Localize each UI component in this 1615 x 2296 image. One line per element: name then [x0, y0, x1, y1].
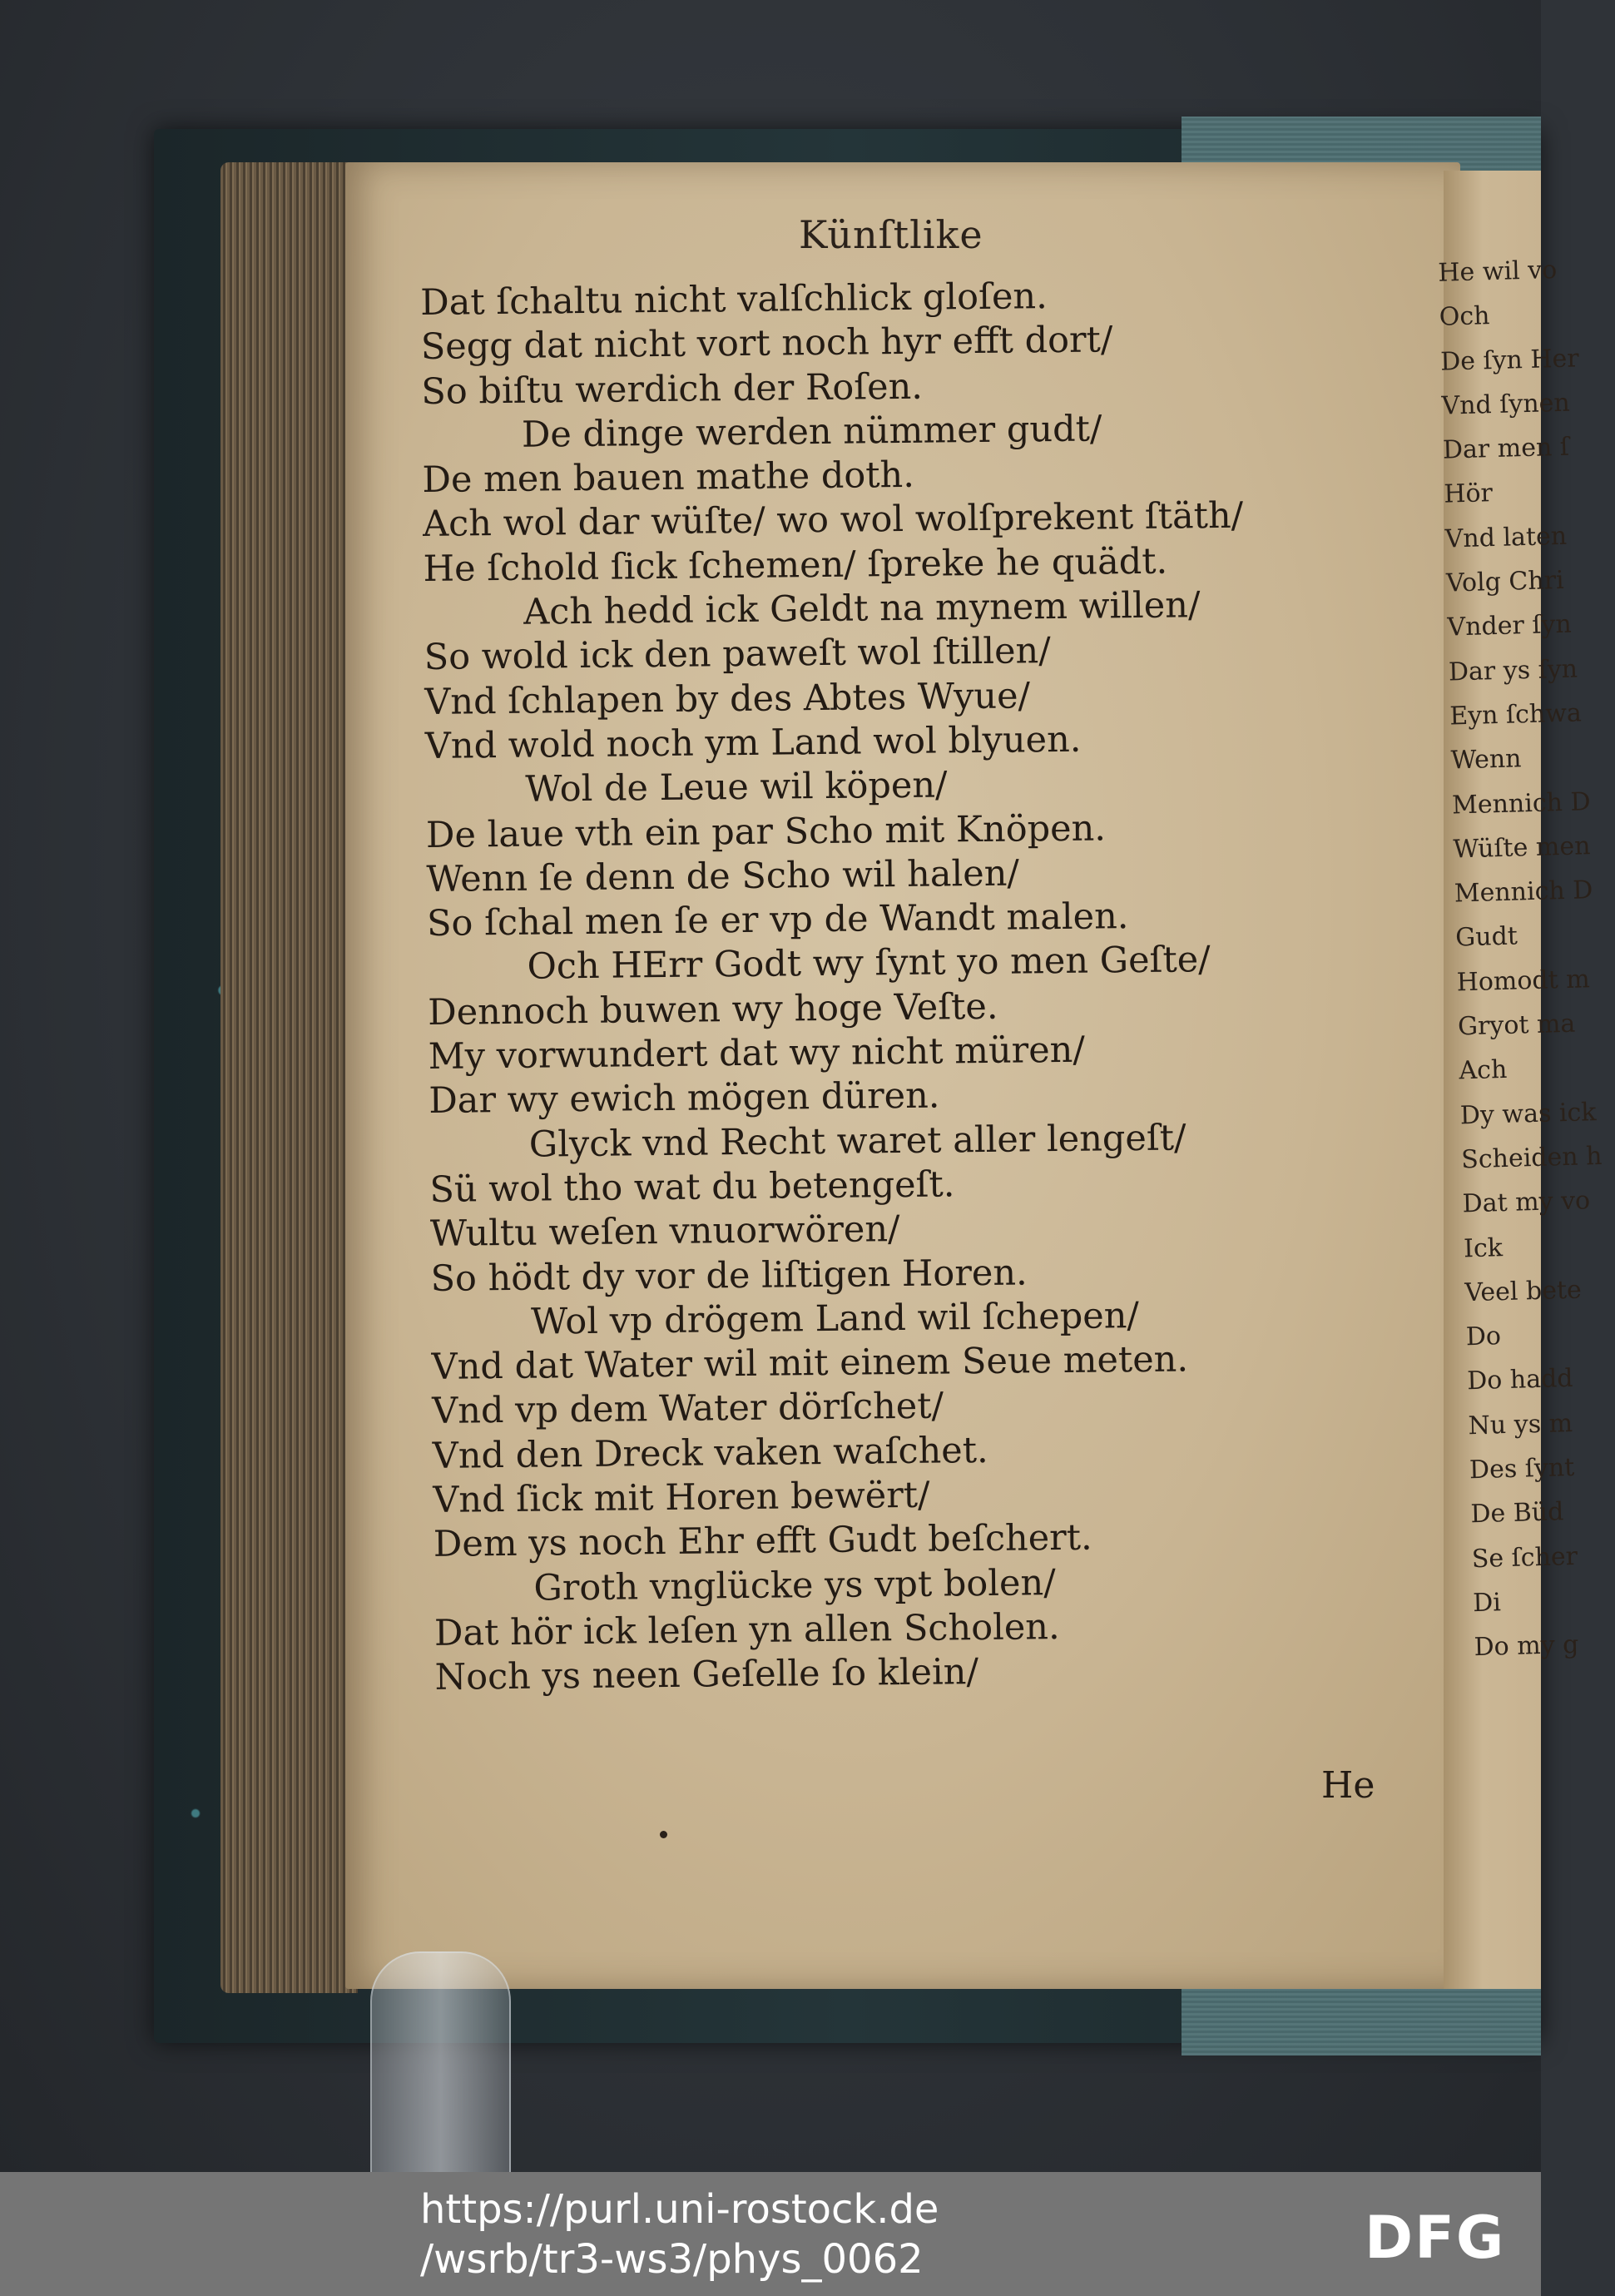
- text-line: Vnd ſchlapen by des Abtes Wyue/: [424, 675, 1031, 723]
- facing-text-line: De Büd: [1469, 1497, 1564, 1530]
- text-line: Dat hör ick leſen yn allen Scholen.: [433, 1605, 1060, 1654]
- text-line: Och HErr Godt wy ſynt yo men Geſte/: [527, 939, 1211, 989]
- facing-text-line: Eyn ſchwa: [1449, 698, 1583, 731]
- text-line: Dem ys noch Ehr efft Gudt beſchert.: [433, 1516, 1092, 1566]
- text-line: Vnd ſick mit Horen bewërt/: [433, 1474, 930, 1521]
- facing-text-line: Se ſcher: [1471, 1541, 1578, 1574]
- facing-text-line: Och: [1439, 301, 1490, 332]
- text-line: Segg dat nicht vort noch hyr efft dort/: [420, 319, 1113, 369]
- facing-text-line: Di: [1472, 1588, 1502, 1619]
- catchword: He: [1321, 1764, 1375, 1807]
- permalink-line-2: /wsrb/tr3-ws3/phys_0062: [420, 2236, 924, 2283]
- facing-text-line: Ick: [1463, 1232, 1504, 1263]
- text-line: Glyck vnd Recht waret aller lengeſt/: [528, 1117, 1186, 1166]
- facing-text-line: Dar ys ſyn: [1448, 654, 1578, 687]
- facing-text-line: Wenn: [1450, 744, 1522, 776]
- text-line: Wol de Leue wil köpen/: [525, 764, 948, 811]
- dfg-logo: DFG: [1365, 2204, 1506, 2272]
- permalink-line-1: https://purl.uni-rostock.de: [420, 2186, 939, 2233]
- facing-text-line: Wüſte men: [1453, 831, 1591, 865]
- text-line: Groth vnglücke ys vpt bolen/: [533, 1561, 1056, 1609]
- text-line: My vorwundert dat wy nicht müren/: [428, 1029, 1086, 1078]
- text-line: Sü wol tho wat du betengeſt.: [429, 1163, 955, 1211]
- facing-text-line: Veel bete: [1464, 1275, 1583, 1308]
- facing-text-line: Gudt: [1454, 921, 1518, 953]
- text-line: Vnd wold noch ym Land wol blyuen.: [424, 718, 1082, 767]
- facing-text-line: Vnd laten: [1444, 521, 1568, 554]
- text-line: Vnd den Dreck vaken waſchet.: [432, 1429, 988, 1477]
- text-line: Noch ys neen Geſelle ſo klein/: [434, 1651, 979, 1699]
- facing-text-line: Dat my vo: [1462, 1186, 1591, 1219]
- facing-text-line: Do my g: [1474, 1630, 1579, 1663]
- facing-text-line: Vnd ſynen: [1441, 388, 1571, 421]
- facing-text-line: Ach: [1459, 1055, 1508, 1086]
- facing-text-line: Des ſynt: [1469, 1452, 1575, 1485]
- text-line: Vnd vp dem Water dörſchet/: [431, 1385, 944, 1433]
- facing-text-line: Do hadd: [1466, 1364, 1573, 1396]
- facing-text-line: De ſyn Her: [1439, 343, 1580, 377]
- page-edges: [220, 162, 358, 1993]
- text-line: Vnd dat Water wil mit einem Seue meten.: [431, 1338, 1189, 1389]
- facing-text-line: Do: [1465, 1322, 1502, 1352]
- ink-spot: [660, 1831, 667, 1838]
- text-line: So biſtu werdich der Roſen.: [421, 365, 924, 413]
- text-line: Dat ſchaltu nicht valſchlick gloſen.: [420, 275, 1048, 324]
- text-line: He ſchold ſick ſchemen/ ſpreke he quädt.: [423, 540, 1168, 590]
- page-holder-clip: [370, 1951, 511, 2175]
- text-line: De men bauen mathe doth.: [422, 454, 915, 502]
- text-line: Dar wy ewich mögen düren.: [429, 1074, 940, 1123]
- facing-text-line: Mennich D: [1454, 875, 1593, 909]
- text-line: So wold ick den paweſt wol ſtillen/: [424, 630, 1051, 679]
- facing-text-line: Mennich D: [1451, 786, 1591, 821]
- facing-text-line: Vnder ſyn: [1447, 610, 1573, 642]
- text-line: De dinge werden nümmer gudt/: [521, 408, 1102, 456]
- permalink[interactable]: [420, 2184, 939, 2284]
- facing-text-line: Volg Chri: [1445, 565, 1565, 598]
- text-line: Ach wol dar wüſte/ wo wol wolſprekent ſtäth/: [422, 495, 1244, 546]
- facing-text-line: Hör: [1443, 479, 1494, 510]
- text-line: Wol vp drögem Land wil ſchepen/: [530, 1294, 1140, 1343]
- facing-text-line: He wil vo: [1437, 255, 1558, 288]
- text-line: Wenn ſe denn de Scho wil halen/: [426, 852, 1020, 900]
- text-line: Ach hedd ick Geldt na mynem willen/: [523, 584, 1201, 633]
- text-line: So ſchal men ſe er vp de Wandt malen.: [426, 895, 1129, 945]
- facing-text-line: Dar men ſ: [1442, 432, 1570, 465]
- text-line: Dennoch buwen wy hoge Veſte.: [427, 985, 998, 1034]
- facing-text-line: Nu ys m: [1468, 1408, 1573, 1441]
- facing-text-line: Scheiden h: [1460, 1141, 1603, 1175]
- facing-text-line: Dy was ick: [1459, 1097, 1597, 1131]
- text-line: De laue vth ein par Scho mit Knöpen.: [425, 806, 1107, 856]
- running-head: Künſtlike: [799, 212, 983, 257]
- text-line: So hödt dy vor de liſtigen Horen.: [430, 1251, 1028, 1300]
- page-text: [420, 271, 1417, 1701]
- facing-text-line: Gryot ma: [1457, 1009, 1576, 1042]
- text-line: Wultu weſen vnuorwören/: [429, 1208, 900, 1256]
- facing-text-line: Homodt m: [1456, 964, 1591, 998]
